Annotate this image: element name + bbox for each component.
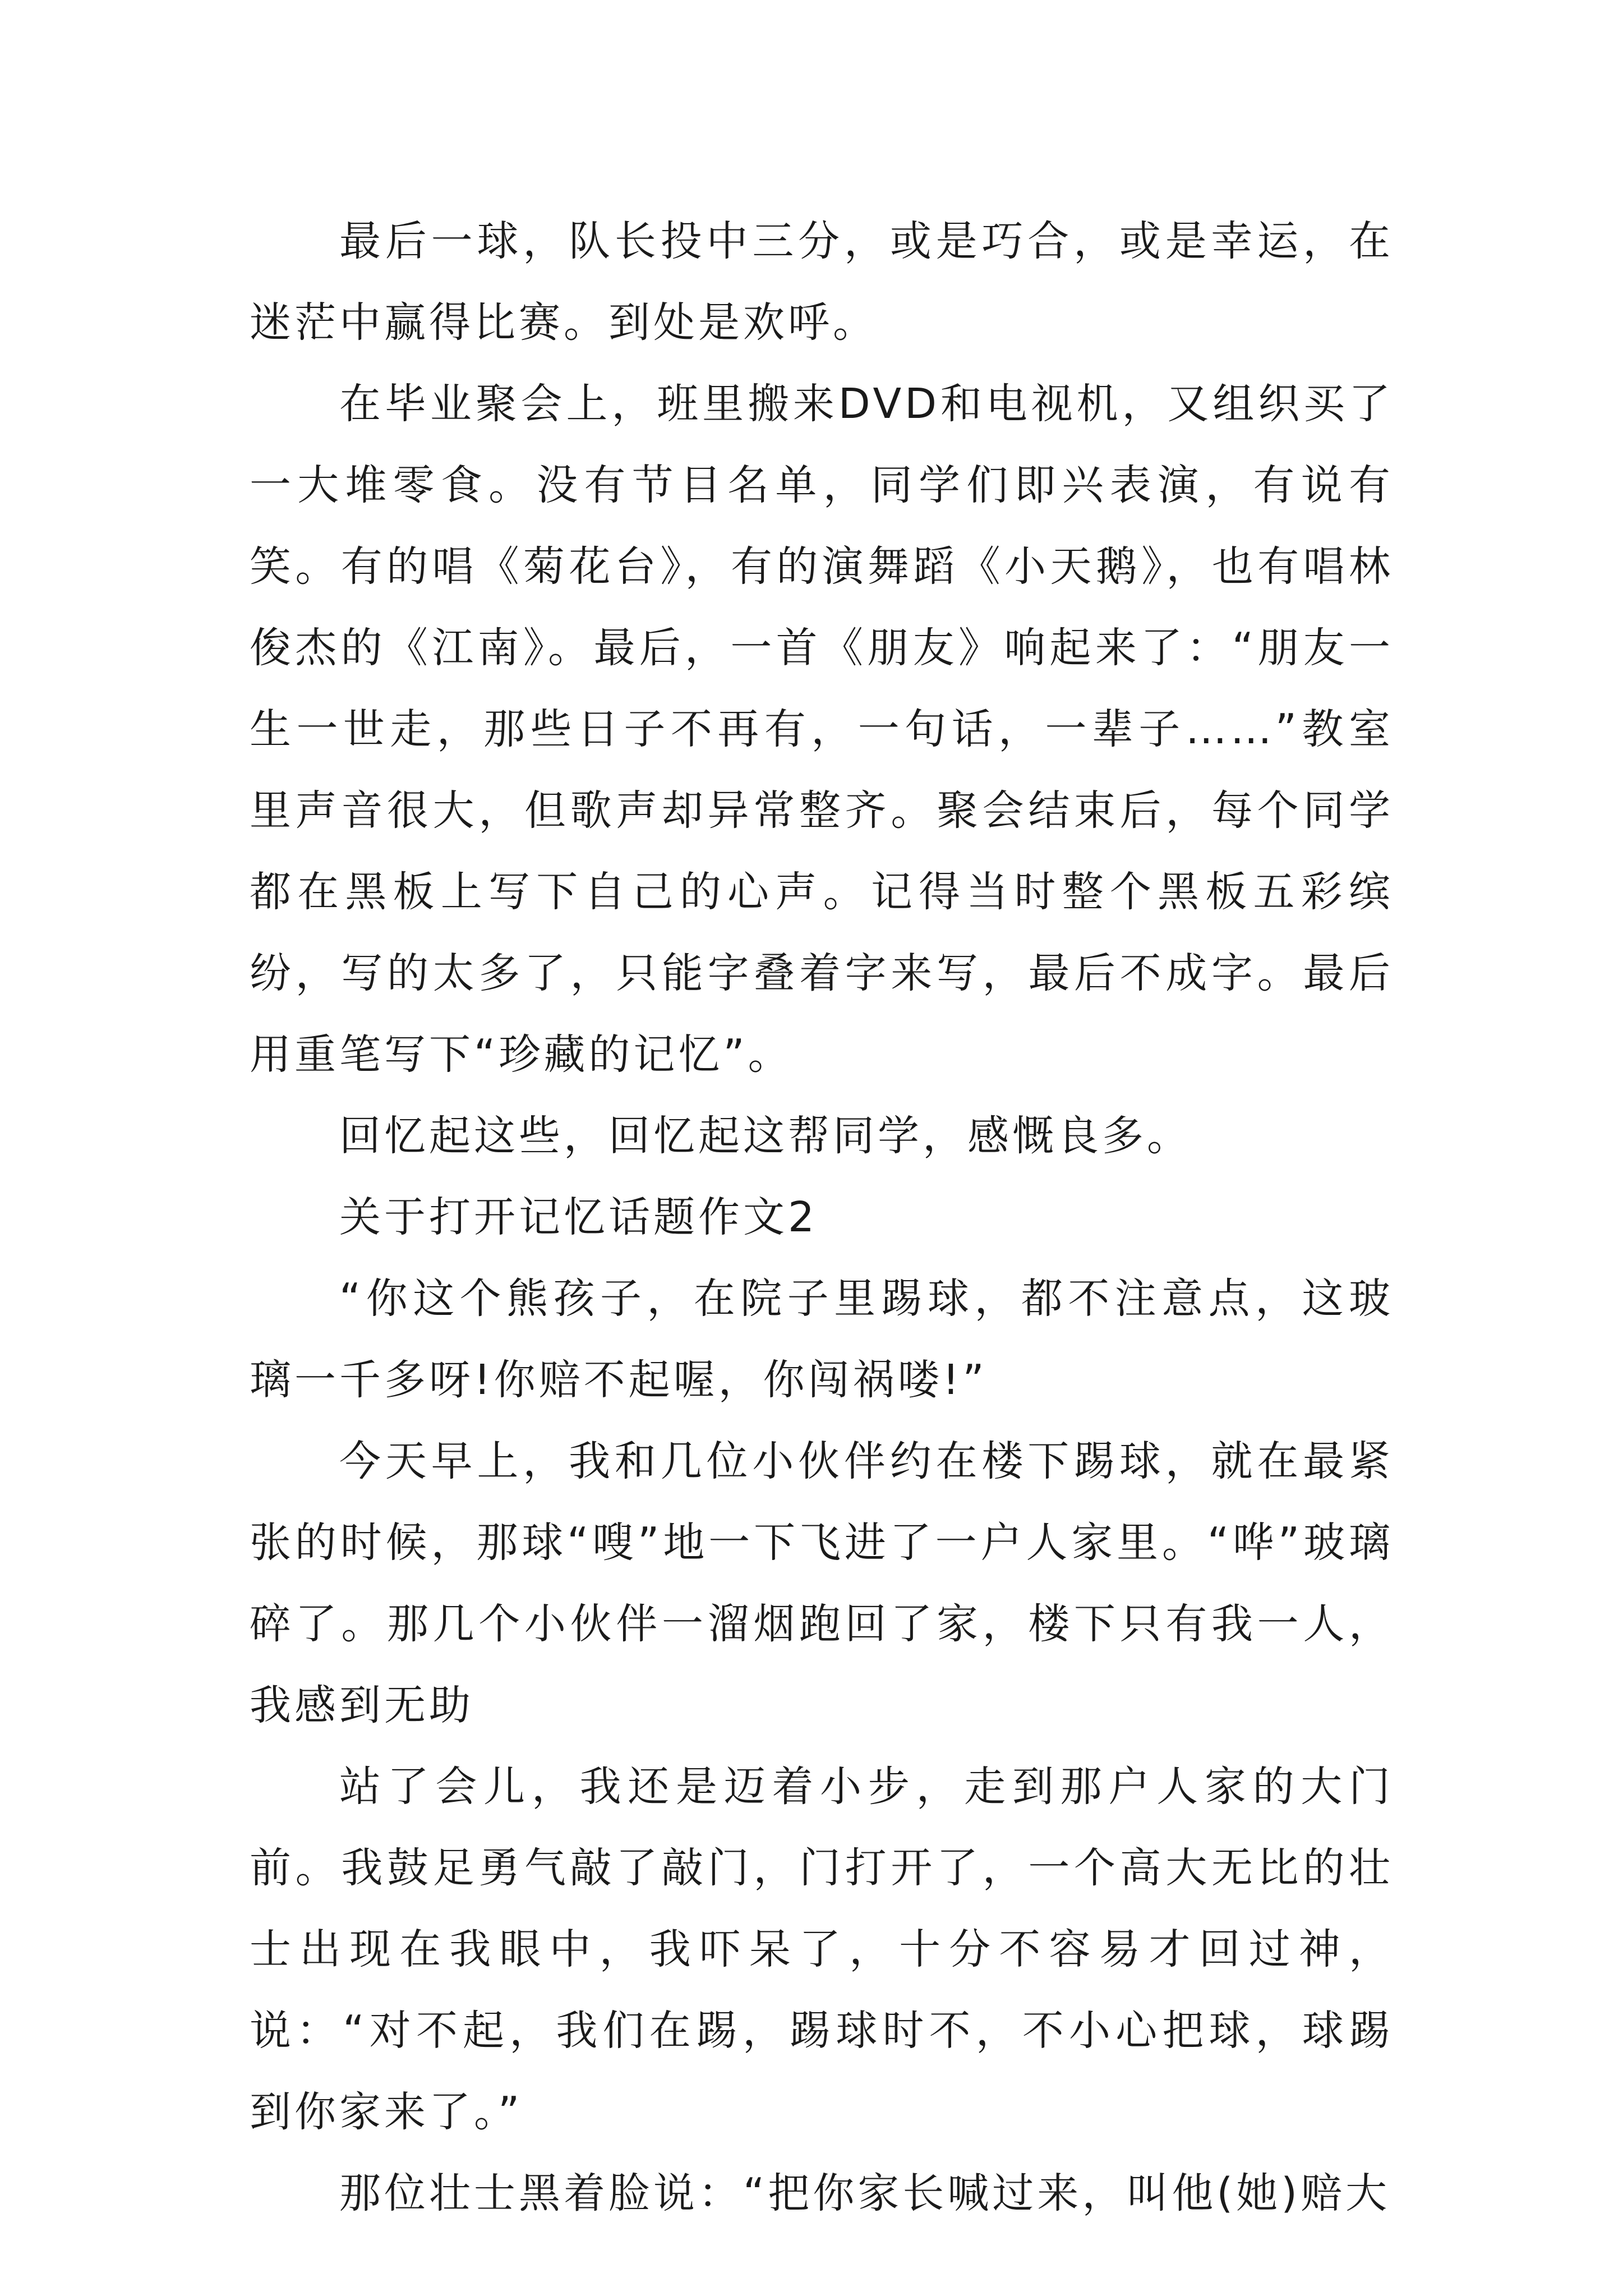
paragraph-2: 在毕业聚会上，班里搬来DVD和电视机，又组织买了一大堆零食。没有节目名单，同学们即兴表演，有说有笑。有的唱《菊花台》，有的演舞蹈《小天鹅》，也有唱林俊杰的《江南》。最后，一首《朋友》响起来了：“朋友一生一世走，那些日子不再有，一句话，一辈子……”教室里声音很大，但歌声却异常整齐。聚会结束后，每个同学都在黑板上写下自己的心声。记得当时整个黑板五彩缤纷，写的太多了，只能字叠着字来写，最后不成字。最后用重笔写下“珍藏的记忆”。 xyxy=(250,380,1394,1079)
paragraph-3: 回忆起这些，回忆起这帮同学，感慨良多。 xyxy=(339,1112,1192,1160)
paragraph-4: “你这个熊孩子，在院子里踢球，都不注意点，这玻璃一千多呀!你赔不起喔，你闯祸喽!” xyxy=(250,1274,1394,1404)
section-heading: 关于打开记忆话题作文2 xyxy=(339,1193,818,1241)
paragraph-5: 今天早上，我和几位小伙伴约在楼下踢球，就在最紧张的时候，那球“嗖”地一下飞进了一户人家里。“哗”玻璃碎了。那几个小伙伴一溜烟跑回了家，楼下只有我一人，我感到无助 xyxy=(250,1437,1394,1729)
document-body xyxy=(250,201,1394,2234)
paragraph-6: 站了会儿，我还是迈着小步，走到那户人家的大门前。我鼓足勇气敲了敲门，门打开了，一个高大无比的壮士出现在我眼中，我吓呆了，十分不容易才回过神，说：“对不起，我们在踢，踢球时不，不小心把球，球踢到你家来了。” xyxy=(250,1763,1394,2136)
paragraph-1: 最后一球，队长投中三分，或是巧合，或是幸运，在迷茫中赢得比赛。到处是欢呼。 xyxy=(250,217,1394,347)
paragraph-7: 那位壮士黑着脸说：“把你家长喊过来，叫他(她)赔大 xyxy=(339,2169,1391,2217)
